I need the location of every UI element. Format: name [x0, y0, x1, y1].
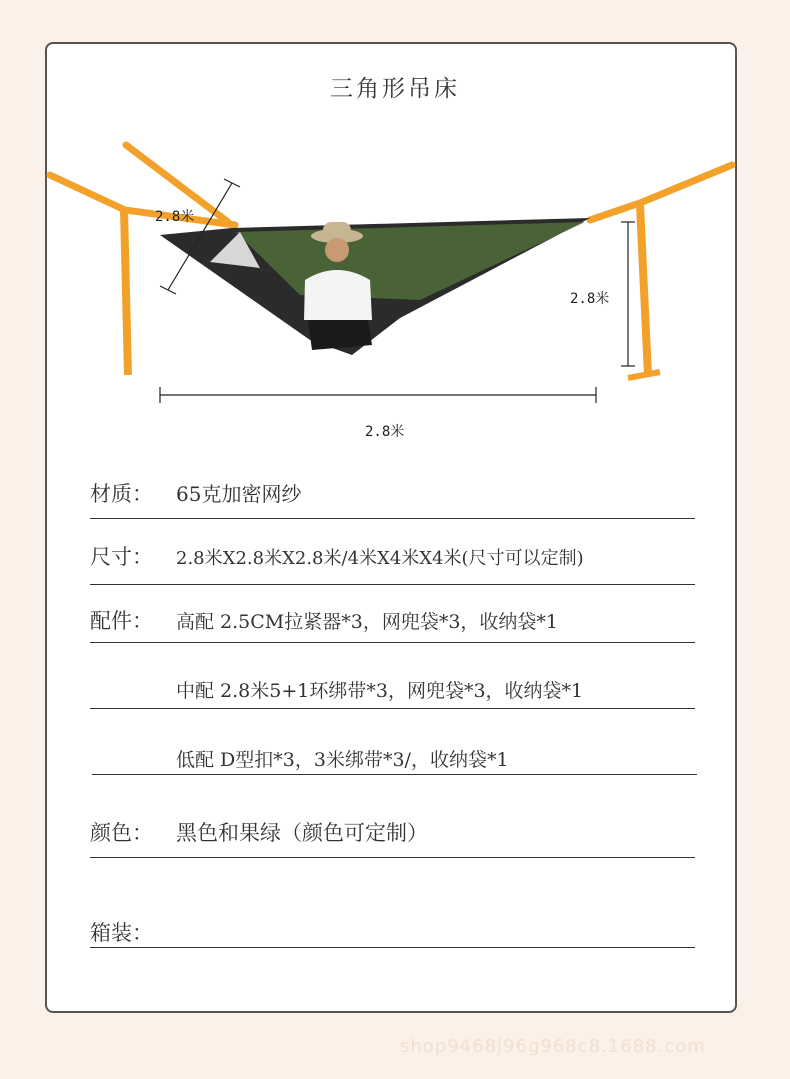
hammock-illustration [0, 0, 790, 450]
accessories-high: 高配 2.5CM拉紧器*3，网兜袋*3，收纳袋*1 [176, 611, 559, 633]
packing-label: 箱装： [90, 921, 153, 945]
size-label: 尺寸： [90, 545, 153, 569]
divider [90, 642, 695, 643]
size-value: 2.8米X2.8米X2.8米/4米X4米X4米(尺寸可以定制) [176, 548, 584, 569]
divider [92, 774, 697, 775]
color-value: 黑色和果绿（颜色可定制） [176, 821, 428, 845]
spec-accessories [90, 605, 558, 635]
material-value: 65克加密网纱 [176, 482, 302, 506]
spec-material [90, 478, 301, 508]
dimension-right-label: 2.8米 [570, 291, 610, 307]
divider [90, 947, 695, 948]
watermark: shop9468j96g968c8.1688.com [400, 1036, 706, 1057]
page-title: 三角形吊床 [330, 76, 460, 102]
divider [90, 584, 695, 585]
divider [90, 857, 695, 858]
divider [90, 518, 695, 519]
dimension-right-icon [621, 222, 635, 366]
spec-color [90, 817, 428, 847]
accessories-low: 低配 D型扣*3，3米绑带*3/，收纳袋*1 [176, 749, 509, 771]
dimension-bottom-label: 2.8米 [365, 424, 405, 440]
divider [90, 708, 695, 709]
accessories-mid: 中配 2.8米5+1环绑带*3，网兜袋*3，收纳袋*1 [176, 680, 584, 702]
dimension-left-label: 2.8米 [155, 209, 195, 225]
color-label: 颜色： [90, 821, 153, 845]
spec-packing [90, 917, 176, 947]
dimension-bottom-icon [160, 387, 596, 403]
material-label: 材质： [90, 482, 153, 506]
accessories-label: 配件： [90, 609, 153, 633]
spec-size [90, 541, 584, 571]
